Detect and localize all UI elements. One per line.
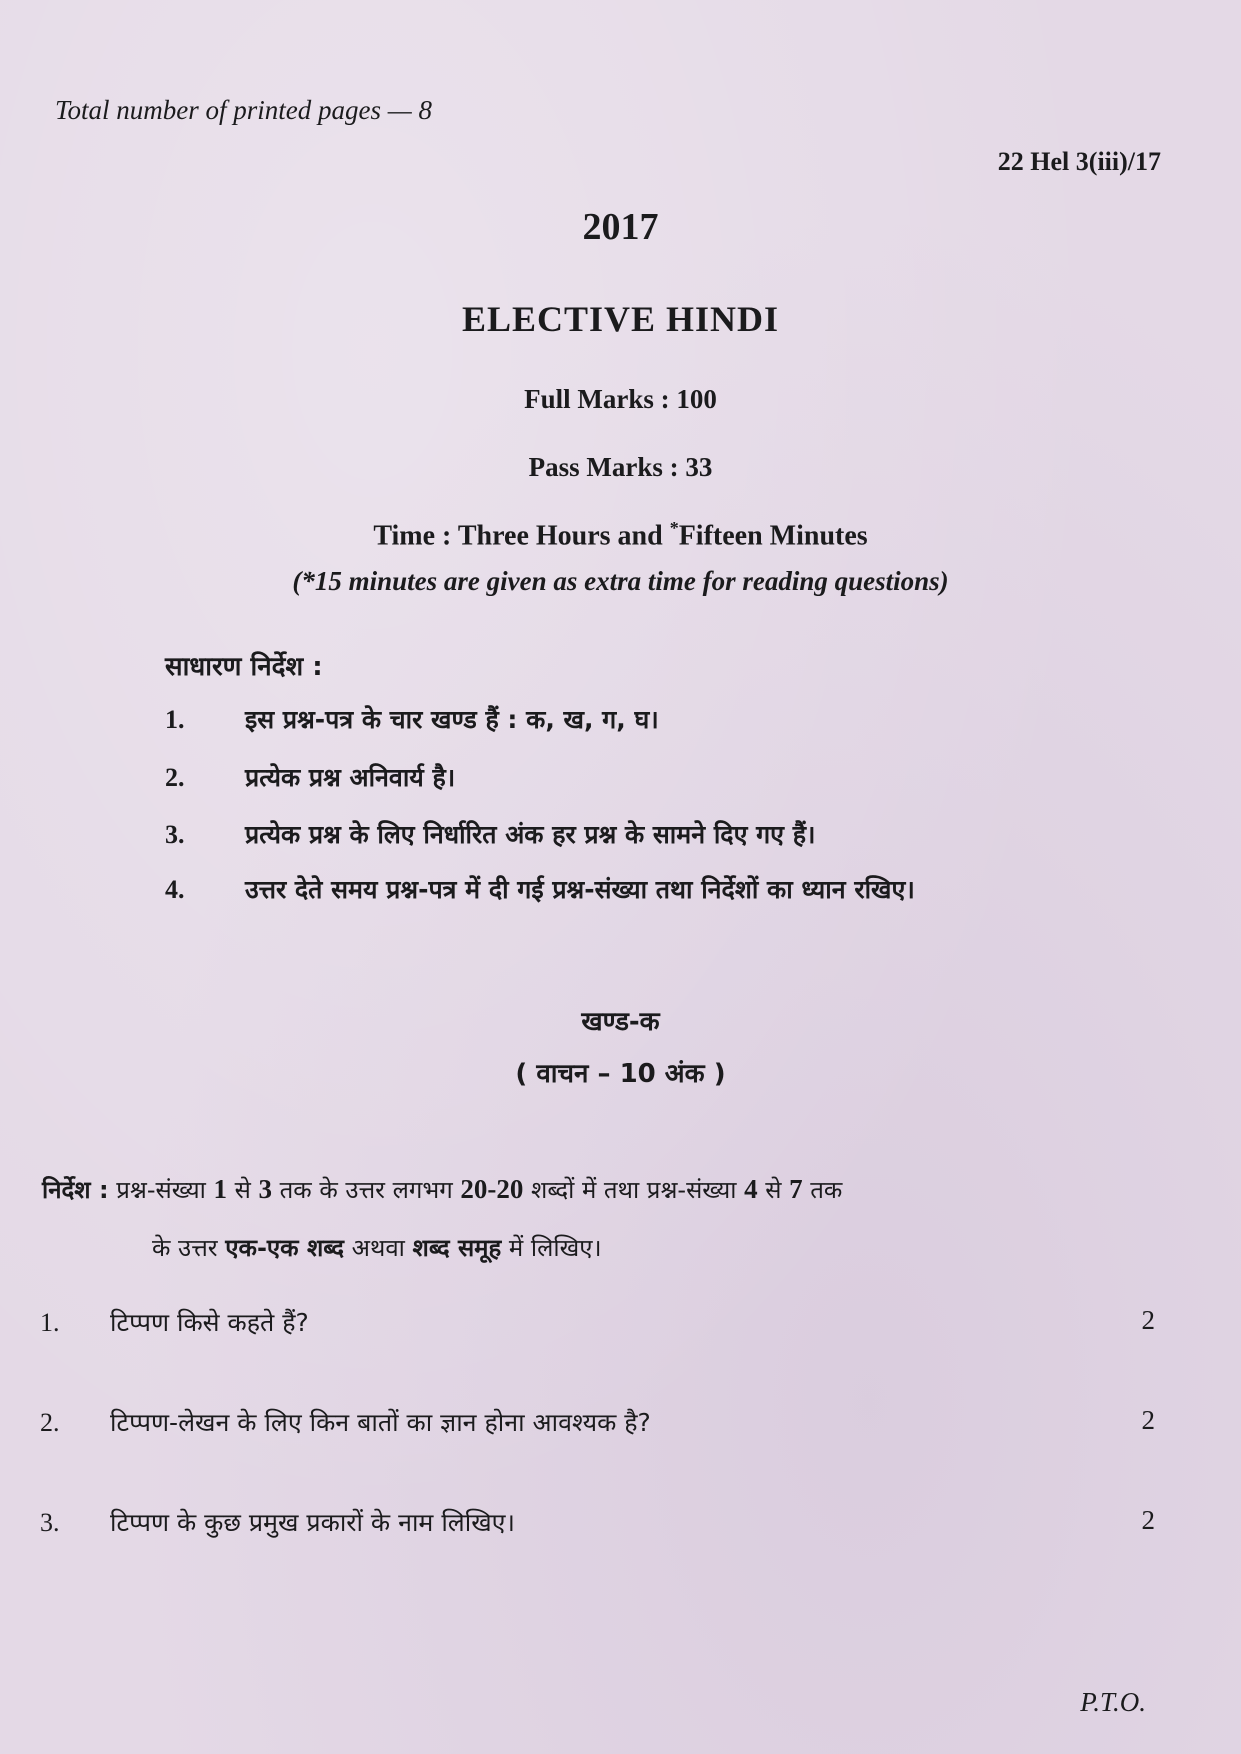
section-subtitle: ( वाचन – 10 अंक ) <box>515 1059 726 1089</box>
direction-text: प्रश्न-संख्या <box>108 1176 214 1204</box>
direction-text: से <box>757 1176 790 1204</box>
instruction-number: 3. <box>165 820 185 849</box>
section-direction <box>42 1160 1172 1277</box>
instruction-text: प्रत्येक प्रश्न के लिए निर्धारित अंक हर प्रश्न के सामने दिए गए हैं। <box>245 820 816 849</box>
pass-marks: Pass Marks : 33 <box>528 452 713 482</box>
question-marks: 2 <box>1141 1505 1155 1535</box>
direction-emphasis: एक-एक शब्द <box>225 1234 345 1262</box>
direction-number: 4 <box>744 1174 758 1204</box>
direction-text: के उत्तर <box>152 1234 226 1262</box>
direction-text: शब्दों में तथा प्रश्न-संख्या <box>523 1176 745 1204</box>
instruction-item <box>165 702 659 736</box>
direction-number: 3 <box>258 1174 272 1204</box>
direction-number: 7 <box>789 1174 803 1204</box>
direction-emphasis: शब्द समूह <box>412 1234 502 1262</box>
printed-pages-note: Total number of printed pages — 8 <box>55 95 433 125</box>
paper-code: 22 Hel 3(iii)/17 <box>997 147 1161 176</box>
instruction-item <box>165 817 815 851</box>
instruction-text: उत्तर देते समय प्रश्न-पत्र में दी गई प्रश्न-संख्या तथा निर्देशों का ध्यान रखिए। <box>245 875 915 904</box>
question-text: टिप्पण के कुछ प्रमुख प्रकारों के नाम लिखिए। <box>110 1508 515 1537</box>
direction-text: अथवा <box>344 1234 413 1262</box>
question-number: 2. <box>40 1408 60 1437</box>
direction-text: में लिखिए। <box>501 1234 602 1262</box>
section-title: खण्ड-क <box>581 1007 660 1037</box>
direction-number: 20-20 <box>460 1174 524 1204</box>
instruction-number: 1. <box>165 705 185 734</box>
direction-text: तक <box>802 1176 843 1204</box>
question-text: टिप्पण किसे कहते हैं? <box>110 1308 309 1337</box>
question-marks: 2 <box>1141 1405 1155 1435</box>
question-text: टिप्पण-लेखन के लिए किन बातों का ज्ञान होना आवश्यक है? <box>110 1408 651 1437</box>
question-item <box>40 1405 1155 1439</box>
question-number: 1. <box>40 1308 60 1337</box>
time-allowed <box>0 518 1241 552</box>
direction-label: निर्देश : <box>42 1176 109 1204</box>
direction-text: से <box>227 1176 259 1204</box>
direction-text: तक के उत्तर लगभग <box>272 1176 461 1204</box>
instruction-text: इस प्रश्न-पत्र के चार खण्ड हैं : क, ख, ग, घ। <box>245 705 659 734</box>
direction-line-1 <box>42 1160 1172 1219</box>
question-item <box>40 1505 1155 1539</box>
instruction-number: 4. <box>165 875 185 904</box>
instruction-number: 2. <box>165 763 185 792</box>
full-marks: Full Marks : 100 <box>524 384 717 414</box>
page-turn-over: P.T.O. <box>1080 1687 1146 1717</box>
subject-title: ELECTIVE HINDI <box>461 299 780 339</box>
direction-number: 1 <box>213 1174 228 1204</box>
question-number: 3. <box>40 1508 60 1537</box>
instruction-item <box>165 760 455 794</box>
instruction-text: प्रत्येक प्रश्न अनिवार्य है। <box>245 763 456 792</box>
time-prefix: Time : Three Hours and <box>373 520 670 552</box>
question-item <box>40 1305 1155 1339</box>
time-suffix: Fifteen Minutes <box>678 520 868 552</box>
general-instructions-title: साधारण निर्देश : <box>165 652 323 682</box>
extra-time-note: (*15 minutes are given as extra time for reading questions) <box>292 566 949 596</box>
time-star: * <box>669 518 679 538</box>
direction-line-2 <box>42 1219 1172 1277</box>
instruction-item <box>165 872 915 906</box>
exam-year: 2017 <box>582 206 659 248</box>
question-marks: 2 <box>1141 1305 1155 1335</box>
